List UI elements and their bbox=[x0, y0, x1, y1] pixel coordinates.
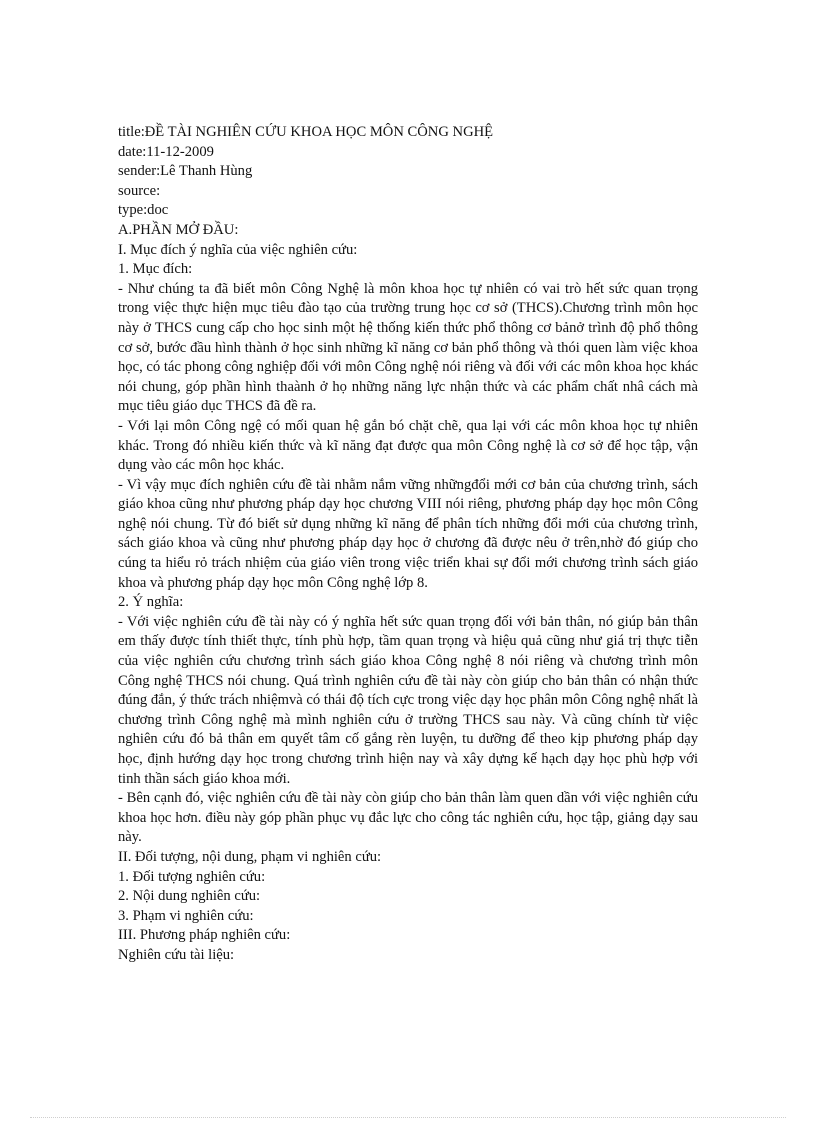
type-line: type:doc bbox=[118, 202, 169, 219]
section-3-heading: III. Phương pháp nghiên cứu: bbox=[118, 927, 291, 944]
source-line: source: bbox=[118, 182, 161, 199]
paragraph-meaning-2: - Bên cạnh đó, việc nghiên cứu đề tài này còn giúp cho bản thân làm quen dần với việc nghiên cứu khoa học hơn. điều này góp phần phục vụ đắc lực cho công tác nghiên cứu, học tập, giảng dạy sau này. bbox=[118, 790, 698, 846]
title-line: title:ĐỀ TÀI NGHIÊN CỨU KHOA HỌC MÔN CÔNG NGHỆ bbox=[118, 124, 494, 140]
section-1-heading: I. Mục đích ý nghĩa của việc nghiên cứu: bbox=[118, 241, 358, 258]
item-literature-research: Nghiên cứu tài liệu: bbox=[118, 946, 235, 963]
subsection-meaning-heading: 2. Ý nghĩa: bbox=[118, 594, 184, 611]
document-body bbox=[118, 123, 698, 966]
date-line: date:11-12-2009 bbox=[118, 143, 214, 160]
item-research-content: 2. Nội dung nghiên cứu: bbox=[118, 888, 261, 905]
paragraph-purpose-1: - Như chúng ta đã biết môn Công Nghệ là môn khoa học tự nhiên có vai trò hết sức quan trọng trong việc thực hiện mục tiêu đào tạo của trường trung học cơ sở (THCS).Chương trình môn học này ở THCS cung cấp cho học sinh một hệ thống kiến thức phổ thông cơ bảnở trình độ phổ thông cơ sở, bước đầu hình thành ở học sinh những kĩ năng cơ bản phổ thông và thói quen làm việc khoa học, có tác phong công nghiệp đối với môn Công nghệ nói riêng và đối với các môn khoa học khác nói chung, góp phần hình thaành ở họ những năng lực nhận thức và các phẩm chất nhâ cách mà mục tiêu giáo dục THCS đã đề ra. bbox=[118, 280, 698, 415]
sender-line: sender:Lê Thanh Hùng bbox=[118, 163, 253, 180]
section-2-heading: II. Đối tượng, nội dung, phạm vi nghiên cứu: bbox=[118, 848, 382, 865]
paragraph-purpose-3: - Vì vậy mục đích nghiên cứu đề tài nhằm nắm vững nhữngđổi mới cơ bản của chương trình, sách giáo khoa cũng như phương pháp dạy học chương VIII nói riêng, phương pháp dạy học môn Công nghệ nói chung. Từ đó biết sử dụng những kĩ năng để phân tích những đổi mới của chương trình, sách giáo khoa và cũng như phương pháp dạy học ở chương đã được nêu ở trên,nhờ đó giúp cho cúng ta hiểu rỏ trách nhiệm của giáo viên trong việc triển khai sự đổi mới chương trình sách giáo khoa và phương pháp dạy học môn Công nghệ lớp 8. bbox=[118, 476, 698, 591]
paragraph-meaning-1: - Với việc nghiên cứu đề tài này có ý nghĩa hết sức quan trọng đối với bản thân, nó giúp bản thân em thấy được tính thiết thực, tính phù hợp, tầm quan trọng và hiệu quả cũng như giá trị thực tiễn của việc nghiên cứu chương trình sách giáo khoa Công nghệ 8 nói riêng và chương trình môn Công nghệ THCS nói chung. Quá trình nghiên cứu đề tài này còn giúp cho bản thân có nhận thức đúng đắn, ý thức trách nhiệmvà có thái độ tích cực trong việc dạy học phân môn Công nghệ nhất là chương trình Công nghệ mà mình nghiên cứu ở trường THCS sau này. Và cũng chính từ việc nghiên cứu đó bả thân em quyết tâm cố gắng rèn luyện, tu dưỡng để theo kịp phương pháp dạy học, định hướng dạy học trong chương trình hiện nay và xây dựng kế hạch dạy học phù hợp với tinh thần sách giáo khoa mới. bbox=[118, 613, 698, 787]
item-research-object: 1. Đối tượng nghiên cứu: bbox=[118, 868, 266, 885]
subsection-purpose-heading: 1. Mục đích: bbox=[118, 261, 193, 278]
item-research-scope: 3. Phạm vi nghiên cứu: bbox=[118, 907, 254, 924]
part-a-heading: A.PHẦN MỞ ĐẦU: bbox=[118, 221, 239, 238]
page-bottom-divider bbox=[30, 1117, 786, 1118]
paragraph-purpose-2: - Với lại môn Công ngệ có mối quan hệ gắn bó chặt chẽ, qua lại với các môn khoa học tự nhiên khác. Trong đó nhiều kiến thức và kĩ năng đạt được qua môn Công nghệ là cơ sở để học tập, vận dụng vào các môn học khác. bbox=[118, 417, 698, 474]
